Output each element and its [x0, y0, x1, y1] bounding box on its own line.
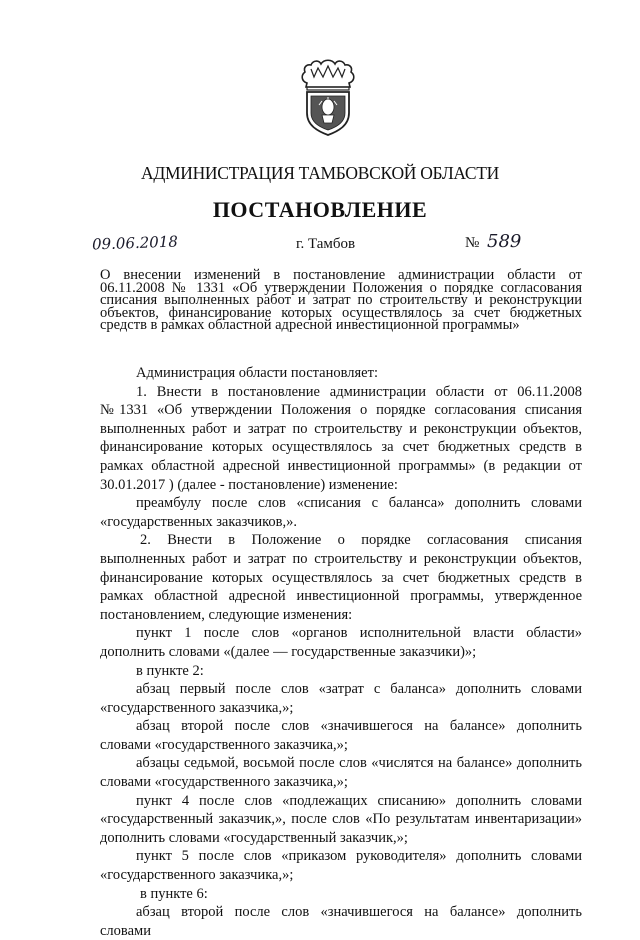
body-paragraph: абзац второй после слов «значившегося на балансе» дополнить словами — [100, 904, 582, 939]
coat-of-arms-emblem — [297, 55, 359, 137]
document-body — [100, 364, 582, 940]
body-paragraph: абзацы седьмой, восьмой после слов «числятся на балансе» дополнить словами «государственного заказчика,»; — [100, 755, 582, 791]
body-paragraph: в пункте 2: — [136, 662, 204, 679]
body-paragraph: Администрация области постановляет: — [136, 365, 378, 381]
body-paragraph: абзац второй после слов «значившегося на балансе» дополнить словами «государственного заказчика,»; — [100, 718, 582, 753]
body-paragraph: пункт 4 после слов «подлежащих списанию» дополнить словами «государственный заказчик,», после слов «По результатам инвентаризации» дополнить словами «государственный заказчик,»; — [100, 792, 582, 846]
document-city: г. Тамбов — [296, 236, 356, 252]
body-paragraph: 1. Внести в постановление администрации области от 06.11.2008 №1331 «Об утверждении Положения о порядке согласования списания выполненных работ и затрат по строительству и реконструкции объектов, финансирование которых осуществлялось за счет бюджетных средств в рамках областной адресной инвестиционной программы» (в редакции от 30.01.2017 ) (далее - постановление) изменение: — [100, 383, 582, 493]
document-date: 09.06.2018 — [91, 232, 179, 254]
document-number-prefix: № — [465, 235, 480, 251]
body-paragraph: абзац первый после слов «затрат с баланса» дополнить словами «государственного заказчика,»; — [100, 681, 582, 716]
body-paragraph: преамбулу после слов «списания с баланса» дополнить словами «государственных заказчиков,». — [100, 495, 582, 530]
document-number: 589 — [487, 231, 522, 252]
body-paragraph: пункт 1 после слов «органов исполнительной власти области» дополнить словами «(далее — государственные заказчики)»; — [100, 625, 582, 660]
document-subject: О внесении изменений в постановление администрации области от 06.11.2008 № 1331 «Об утверждении Положения о порядке согласования списания выполненных работ и затрат по строительству и реконструкции объектов, финансирование которых осуществлялось за счет бюджетных средств в рамках областной адресной инвестиционной программы» — [100, 267, 582, 333]
organization-title: АДМИНИСТРАЦИЯ ТАМБОВСКОЙ ОБЛАСТИ — [141, 163, 499, 183]
body-paragraph: в пункте 6: — [140, 885, 208, 902]
body-paragraph: 2. Внести в Положение о порядке согласования списания выполненных работ и затрат по строительству и реконструкции объектов, финансирование которых осуществлялось за счет бюджетных средств в рамках областной адресной инвестиционной программы, утвержденное постановлением, следующие изменения: — [100, 532, 582, 623]
body-paragraph: пункт 5 после слов «приказом руководителя» дополнить словами «государственного заказчика,»; — [100, 848, 582, 884]
document-type-heading: ПОСТАНОВЛЕНИЕ — [212, 197, 428, 222]
